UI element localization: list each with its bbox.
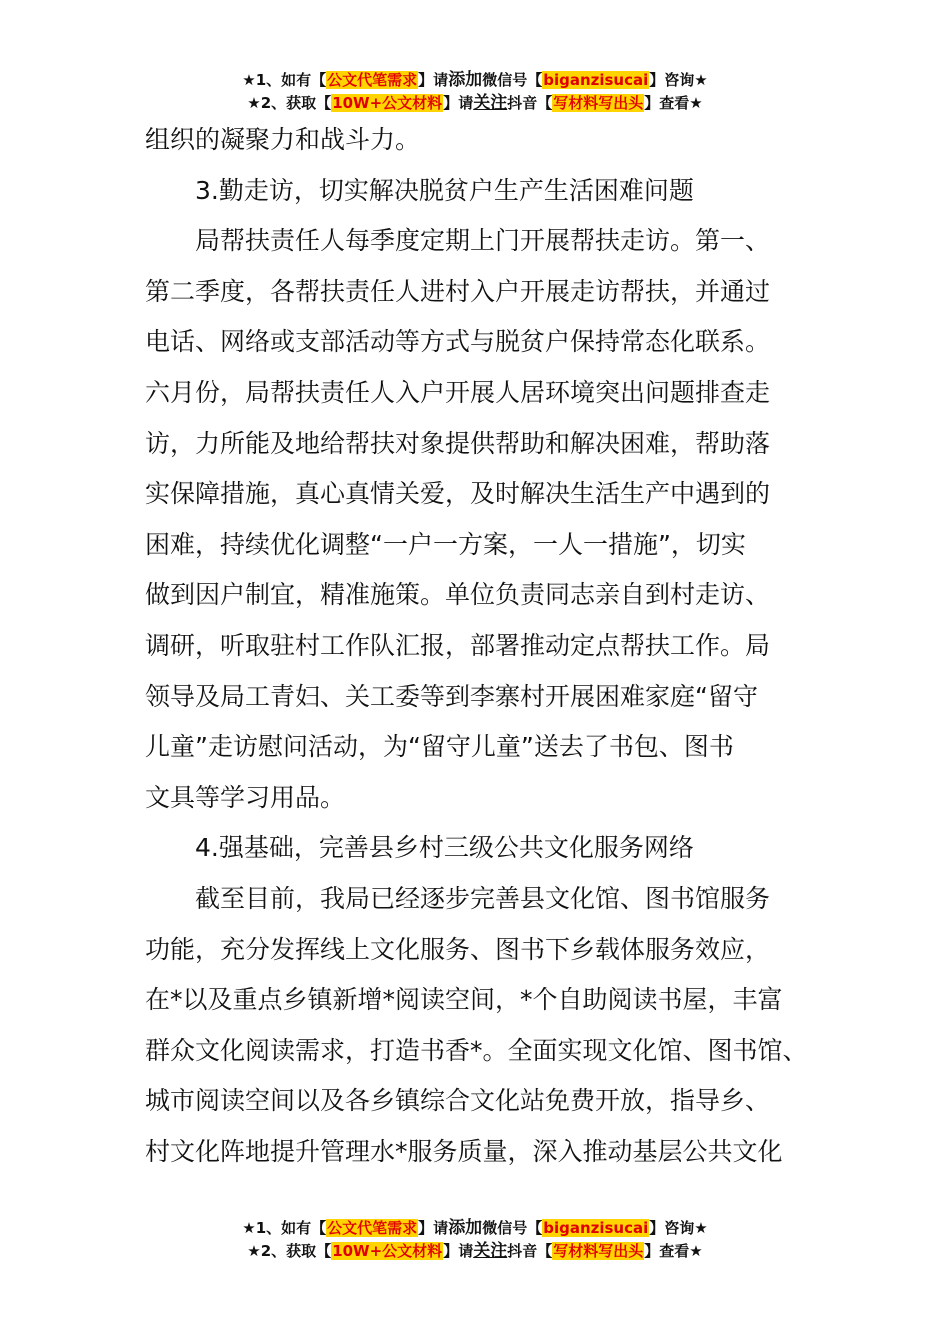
- body-line: 困难，持续优化调整“一户一方案，一人一措施”，切实: [145, 529, 746, 559]
- body-line: 局帮扶责任人每季度定期上门开展帮扶走访。第一、: [195, 226, 771, 256]
- banner-highlight: biganzisucai: [543, 71, 649, 89]
- body-line: 六月份，局帮扶责任人入户开展人居环境突出问题排查走: [145, 377, 771, 407]
- banner-emphasis: 关注: [473, 93, 508, 113]
- header-banner: [0, 69, 950, 115]
- banner-text: 微信号【: [482, 1219, 543, 1237]
- banner-highlight: biganzisucai: [543, 1219, 649, 1237]
- banner-text: 】请: [418, 1219, 449, 1237]
- banner-line-1: [0, 69, 950, 92]
- body-line: 做到因户制宜，精准施策。单位负责同志亲自到村走访、: [145, 580, 771, 610]
- banner-emphasis: 添加: [448, 1218, 483, 1238]
- banner-text: 】咨询★: [649, 1219, 708, 1237]
- banner-highlight: 公文代笔需求: [327, 71, 418, 89]
- body-line: 实保障措施，真心真情关爱，及时解决生活生产中遇到的: [145, 479, 771, 509]
- body-line: 领导及局工青妇、关工委等到李寨村开展困难家庭“留守: [145, 681, 758, 711]
- body-line: 文具等学习用品。: [145, 782, 346, 812]
- footer-banner: [0, 1217, 950, 1263]
- section-heading: 4.强基础，完善县乡村三级公共文化服务网络: [195, 833, 694, 863]
- banner-text: 微信号【: [482, 71, 543, 89]
- body-line: 群众文化阅读需求，打造书香*。全面实现文化馆、图书馆、: [145, 1035, 808, 1065]
- banner-text: ★2、获取【: [247, 94, 332, 112]
- body-line: 村文化阵地提升管理水*服务质量，深入推动基层公共文化: [145, 1136, 783, 1166]
- banner-line-2: [0, 92, 950, 115]
- body-line: 组织的凝聚力和战斗力。: [145, 125, 421, 154]
- document-body: [145, 115, 825, 1177]
- banner-text: 抖音【: [507, 94, 553, 112]
- body-line: 调研，听取驻村工作队汇报，部署推动定点帮扶工作。局: [145, 630, 771, 660]
- banner-emphasis: 关注: [473, 1241, 508, 1261]
- banner-highlight: 写材料写出头: [553, 1242, 644, 1260]
- banner-text: 】查看★: [644, 94, 703, 112]
- section-heading: 3.勤走访，切实解决脱贫户生产生活困难问题: [195, 175, 694, 205]
- banner-highlight: 10W+公文材料: [332, 94, 443, 112]
- banner-highlight: 公文代笔需求: [327, 1219, 418, 1237]
- body-line: 功能，充分发挥线上文化服务、图书下乡载体服务效应，: [145, 934, 771, 964]
- body-line: 访，力所能及地给帮扶对象提供帮助和解决困难，帮助落: [145, 428, 771, 458]
- banner-text: 】请: [443, 1242, 474, 1260]
- banner-text: 】请: [443, 94, 474, 112]
- banner-line-2: [0, 1240, 950, 1263]
- banner-text: 】查看★: [644, 1242, 703, 1260]
- body-line: 第二季度，各帮扶责任人进村入户开展走访帮扶，并通过: [145, 276, 771, 306]
- body-line: 在*以及重点乡镇新增*阅读空间，*个自助阅读书屋，丰富: [145, 985, 783, 1015]
- banner-highlight: 写材料写出头: [553, 94, 644, 112]
- banner-text: 】咨询★: [649, 71, 708, 89]
- banner-line-1: [0, 1217, 950, 1240]
- banner-text: ★1、如有【: [242, 1219, 327, 1237]
- banner-text: 抖音【: [507, 1242, 553, 1260]
- body-line: 城市阅读空间以及各乡镇综合文化站免费开放，指导乡、: [145, 1086, 771, 1116]
- body-line: 电话、网络或支部活动等方式与脱贫户保持常态化联系。: [145, 327, 771, 357]
- body-line: 截至目前，我局已经逐步完善县文化馆、图书馆服务: [195, 883, 771, 913]
- banner-text: 】请: [418, 71, 449, 89]
- body-line: 儿童”走访慰问活动，为“留守儿童”送去了书包、图书: [145, 732, 734, 762]
- banner-text: ★1、如有【: [242, 71, 327, 89]
- banner-highlight: 10W+公文材料: [332, 1242, 443, 1260]
- banner-text: ★2、获取【: [247, 1242, 332, 1260]
- banner-emphasis: 添加: [448, 70, 483, 90]
